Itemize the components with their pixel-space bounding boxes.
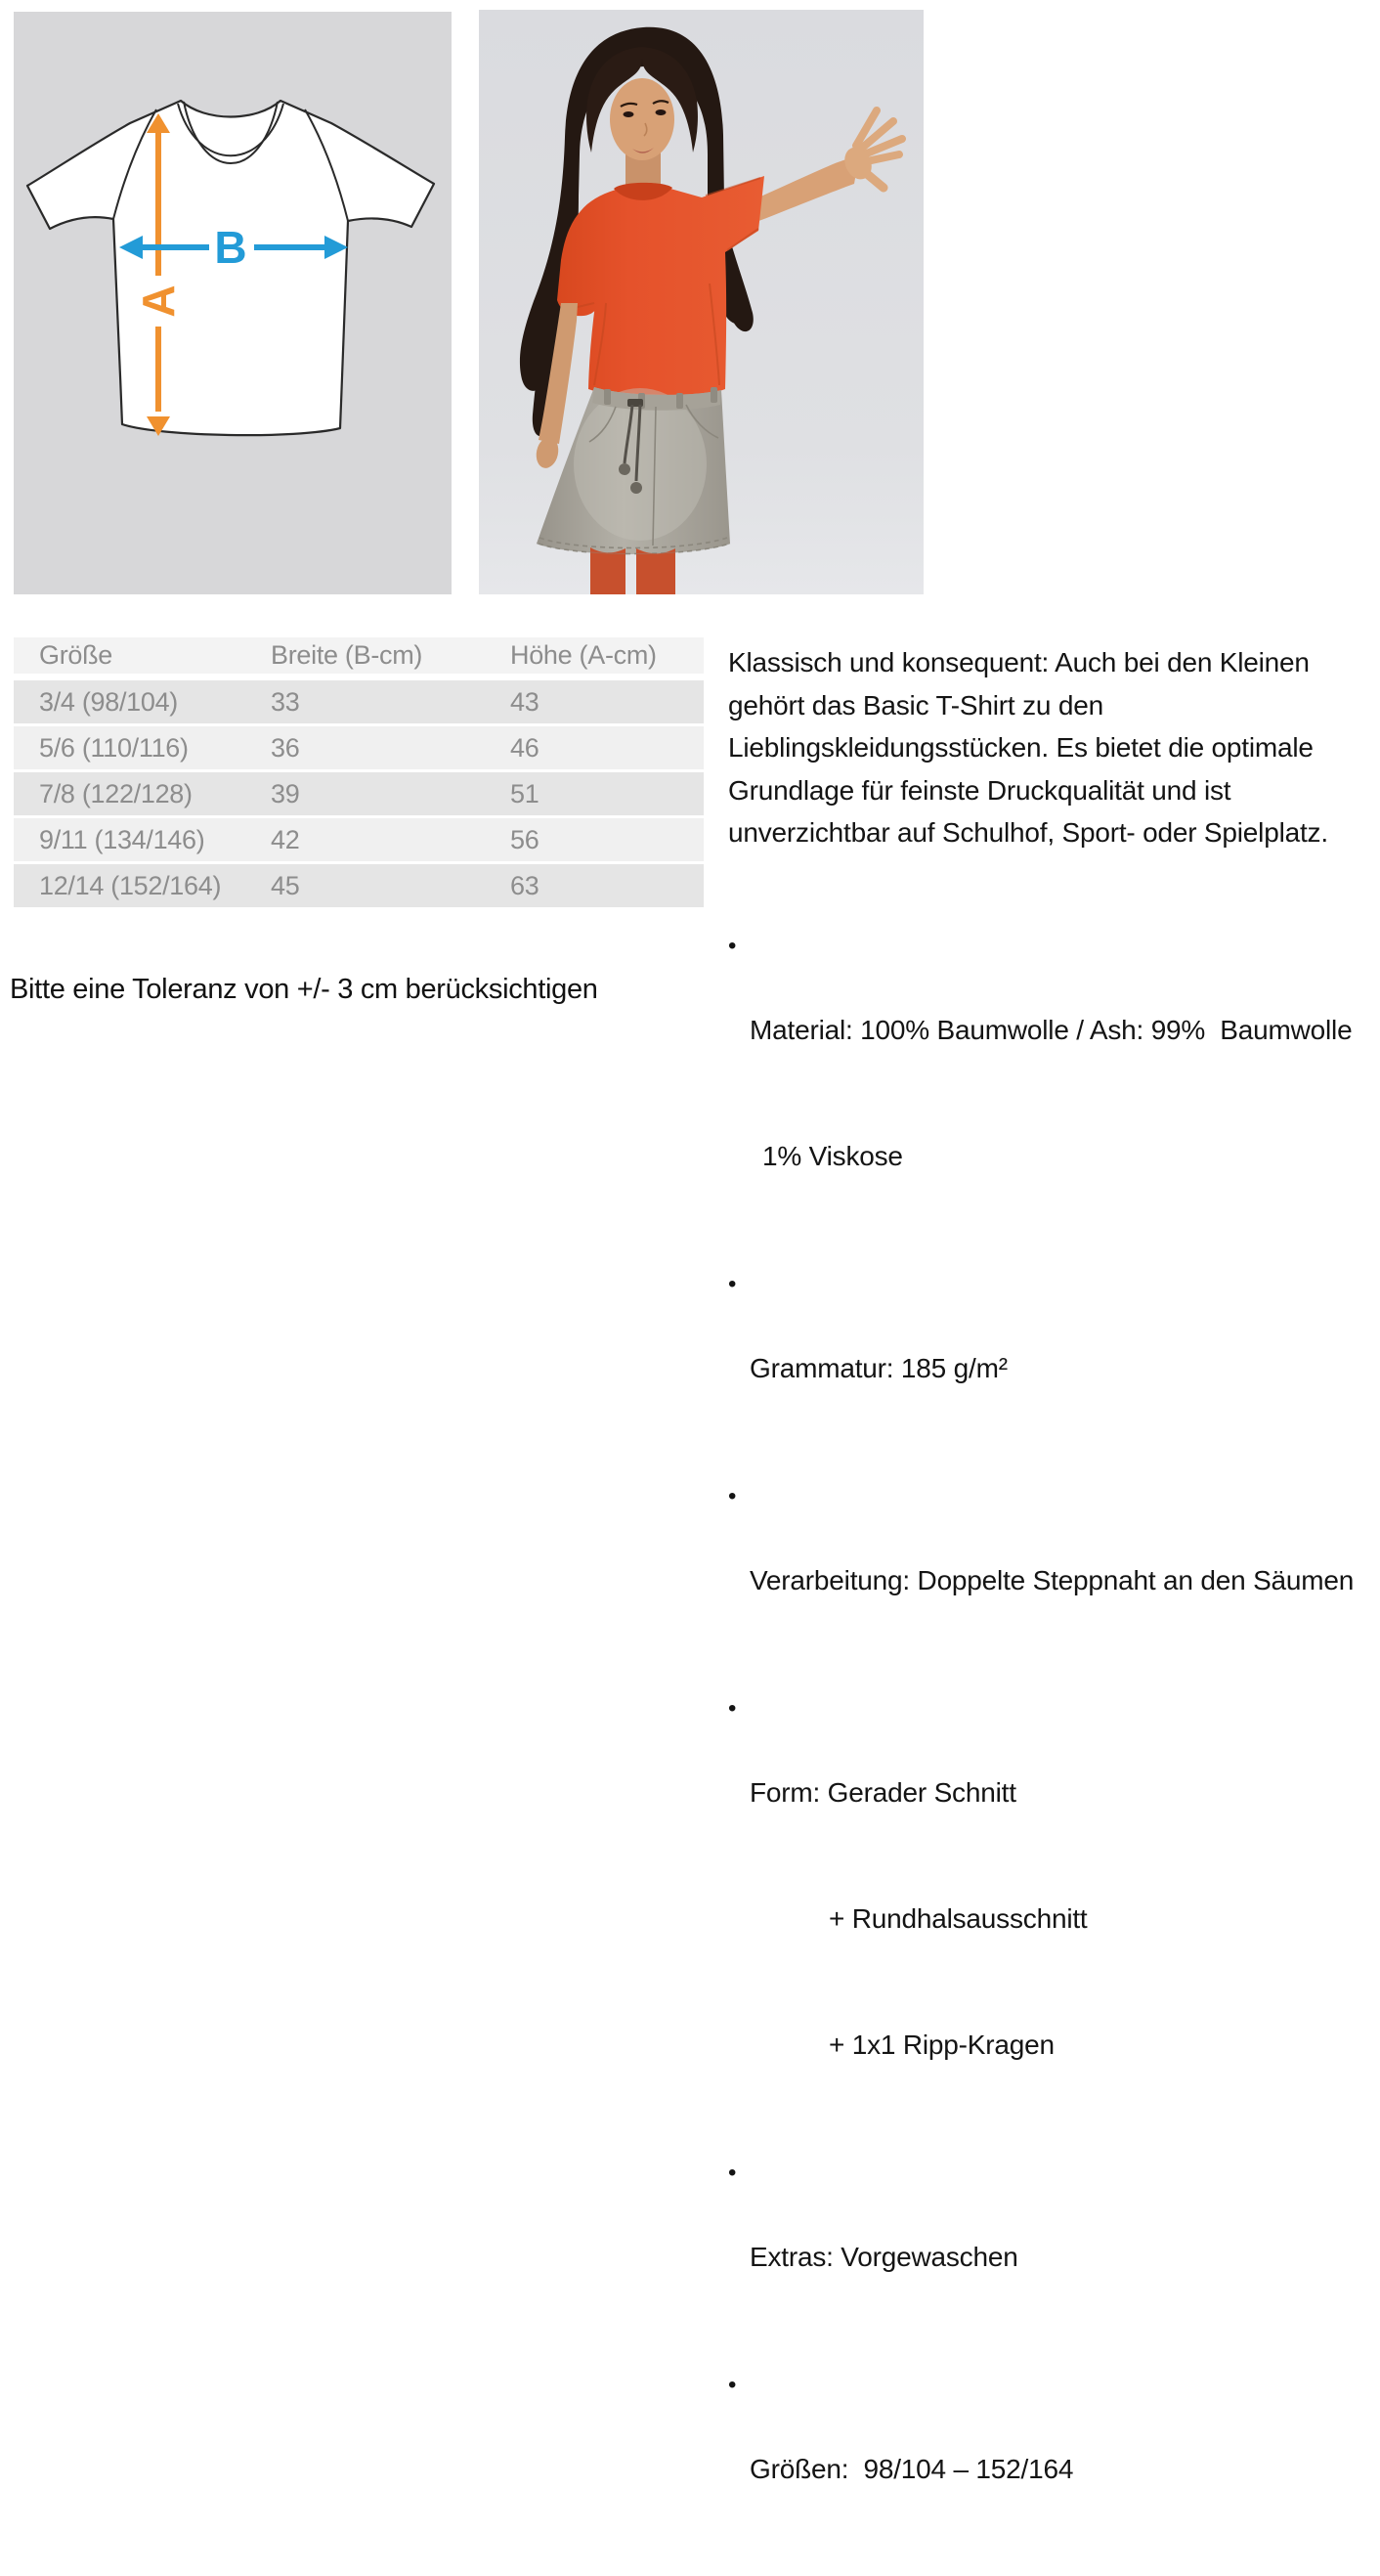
row-size: 7/8 (122/128) [14, 772, 245, 818]
label-a: A [133, 284, 184, 318]
size-table-header-row [14, 637, 704, 680]
row-size: 12/14 (152/164) [14, 864, 245, 910]
size-table [14, 637, 704, 910]
product-details-list [728, 925, 1380, 2574]
table-row [14, 772, 704, 818]
list-item-extras [728, 2152, 1380, 2362]
tolerance-note: Bitte eine Toleranz von +/- 3 cm berücksichtigen [10, 974, 598, 1005]
list-item-verarbeitung [728, 1475, 1380, 1685]
table-row [14, 864, 704, 910]
header-breite: Breite (B-cm) [245, 637, 485, 680]
list-item-groessen [728, 2364, 1380, 2574]
verarbeitung-line: • Verarbeitung: Doppelte Steppnaht an den Säumen [750, 1564, 1355, 1595]
label-b: B [214, 222, 247, 273]
row-size: 3/4 (98/104) [14, 680, 245, 726]
material-line-2: 1% Viskose [762, 1140, 903, 1171]
tshirt-measurement-diagram [14, 12, 452, 594]
header-hoehe: Höhe (A-cm) [485, 637, 704, 680]
product-description-column [728, 641, 1380, 2576]
row-size: 9/11 (134/146) [14, 818, 245, 864]
extras-line: • Extras: Vorgewaschen [750, 2241, 1018, 2272]
child-model-photo [479, 10, 924, 594]
size-diagram-panel [14, 12, 452, 594]
form-line-1: • Form: Gerader Schnitt [750, 1776, 1016, 1808]
row-height: 63 [485, 864, 704, 910]
list-item-grammatur [728, 1263, 1380, 1473]
row-width: 39 [245, 772, 485, 818]
row-height: 51 [485, 772, 704, 818]
list-item-material [728, 925, 1380, 1261]
model-face [610, 78, 674, 160]
row-width: 42 [245, 818, 485, 864]
form-line-3: + 1x1 Ripp-Kragen [829, 2029, 1055, 2060]
groessen-line: • Größen: 98/104 – 152/164 [750, 2453, 1074, 2484]
table-row [14, 818, 704, 864]
row-width: 36 [245, 726, 485, 772]
form-line-2: + Rundhalsausschnitt [829, 1902, 1088, 1934]
product-description: Klassisch und konsequent: Auch bei den Kleinen gehört das Basic T-Shirt zu den Lieblingskleidungsstücken. Es bietet die optimale Grundlage für feinste Druckqualität und ist unverzichtbar auf Schulhof, Sport- oder Spielplatz. [728, 647, 1328, 848]
table-row [14, 726, 704, 772]
row-size: 5/6 (110/116) [14, 726, 245, 772]
table-row [14, 680, 704, 726]
material-line-1: • Material: 100% Baumwolle / Ash: 99% Baumwolle [750, 1014, 1353, 1045]
row-width: 45 [245, 864, 485, 910]
grammatur-line: • Grammatur: 185 g/m² [750, 1352, 1008, 1383]
list-item-form [728, 1687, 1380, 2150]
model-photo-panel [479, 10, 924, 594]
row-height: 46 [485, 726, 704, 772]
header-groesse: Größe [14, 637, 245, 680]
row-width: 33 [245, 680, 485, 726]
row-height: 43 [485, 680, 704, 726]
row-height: 56 [485, 818, 704, 864]
